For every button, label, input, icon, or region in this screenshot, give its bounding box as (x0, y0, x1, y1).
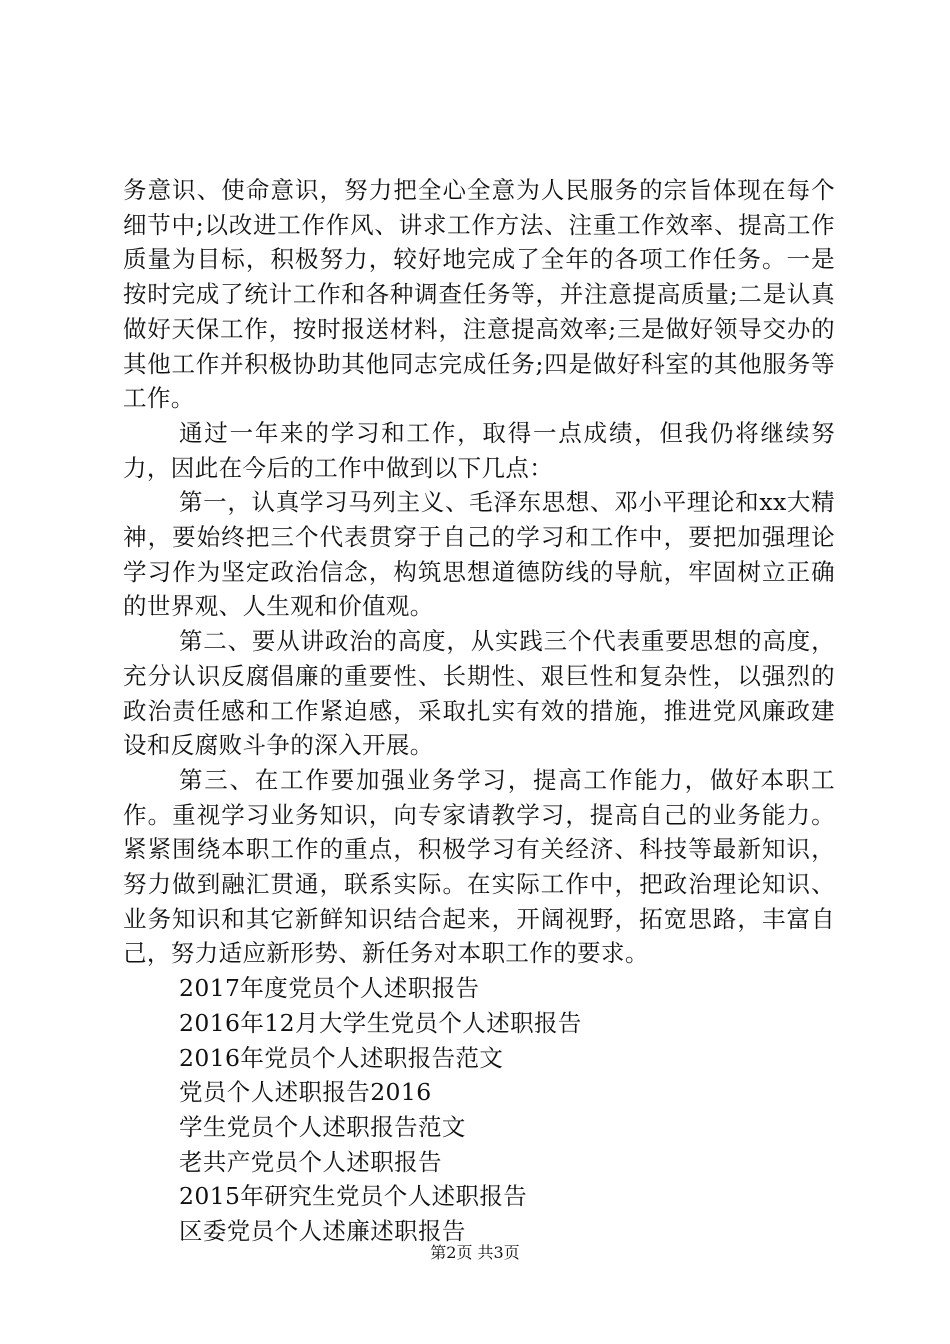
document-body (123, 173, 835, 1249)
related-article-link[interactable]: 2016年12月大学生党员个人述职报告 (179, 1008, 582, 1037)
paragraph-summary: 通过一年来的学习和工作，取得一点成绩，但我仍将继续努力，因此在今后的工作中做到以下几点： (123, 418, 835, 482)
related-article-link[interactable]: 2016年党员个人述职报告范文 (179, 1043, 504, 1072)
paragraph-point-one: 第一，认真学习马列主义、毛泽东思想、邓小平理论和xx大精神，要始终把三个代表贯穿于自己的学习和工作中，要把加强理论学习作为坚定政治信念，构筑思想道德防线的导航，牢固树立正确的世界观、人生观和价值观。 (123, 488, 835, 621)
page-indicator: 第2页 共3页 (430, 1243, 520, 1262)
page-footer (0, 1243, 950, 1263)
paragraph-point-three: 第三、在工作要加强业务学习，提高工作能力，做好本职工作。重视学习业务知识，向专家请教学习，提高自己的业务能力。紧紧围绕本职工作的重点，积极学习有关经济、科技等最新知识，努力做到融汇贯通，联系实际。在实际工作中，把政治理论知识、业务知识和其它新鲜知识结合起来，开阔视野，拓宽思路，丰富自己，努力适应新形势、新任务对本职工作的要求。 (123, 765, 835, 968)
related-articles-list (123, 971, 835, 1249)
related-article-link[interactable]: 学生党员个人述职报告范文 (179, 1112, 466, 1141)
related-article-link[interactable]: 老共产党员个人述职报告 (179, 1147, 442, 1176)
paragraph-point-two: 第二、要从讲政治的高度，从实践三个代表重要思想的高度，充分认识反腐倡廉的重要性、长期性、艰巨性和复杂性，以强烈的政治责任感和工作紧迫感，采取扎实有效的措施，推进党风廉政建设和反腐败斗争的深入开展。 (123, 627, 835, 760)
paragraph-continuation: 务意识、使命意识，努力把全心全意为人民服务的宗旨体现在每个细节中;以改进工作作风、讲求工作方法、注重工作效率、提高工作质量为目标，积极努力，较好地完成了全年的各项工作任务。一是按时完成了统计工作和各种调查任务等，并注意提高质量;二是认真做好天保工作，按时报送材料，注意提高效率;三是做好领导交办的其他工作并积极协助其他同志完成任务;四是做好科室的其他服务等工作。 (123, 176, 835, 413)
related-article-link[interactable]: 区委党员个人述廉述职报告 (179, 1217, 466, 1246)
related-article-link[interactable]: 党员个人述职报告2016 (179, 1078, 432, 1107)
related-article-link[interactable]: 2015年研究生党员个人述职报告 (179, 1182, 528, 1211)
related-article-link[interactable]: 2017年度党员个人述职报告 (179, 974, 480, 1003)
